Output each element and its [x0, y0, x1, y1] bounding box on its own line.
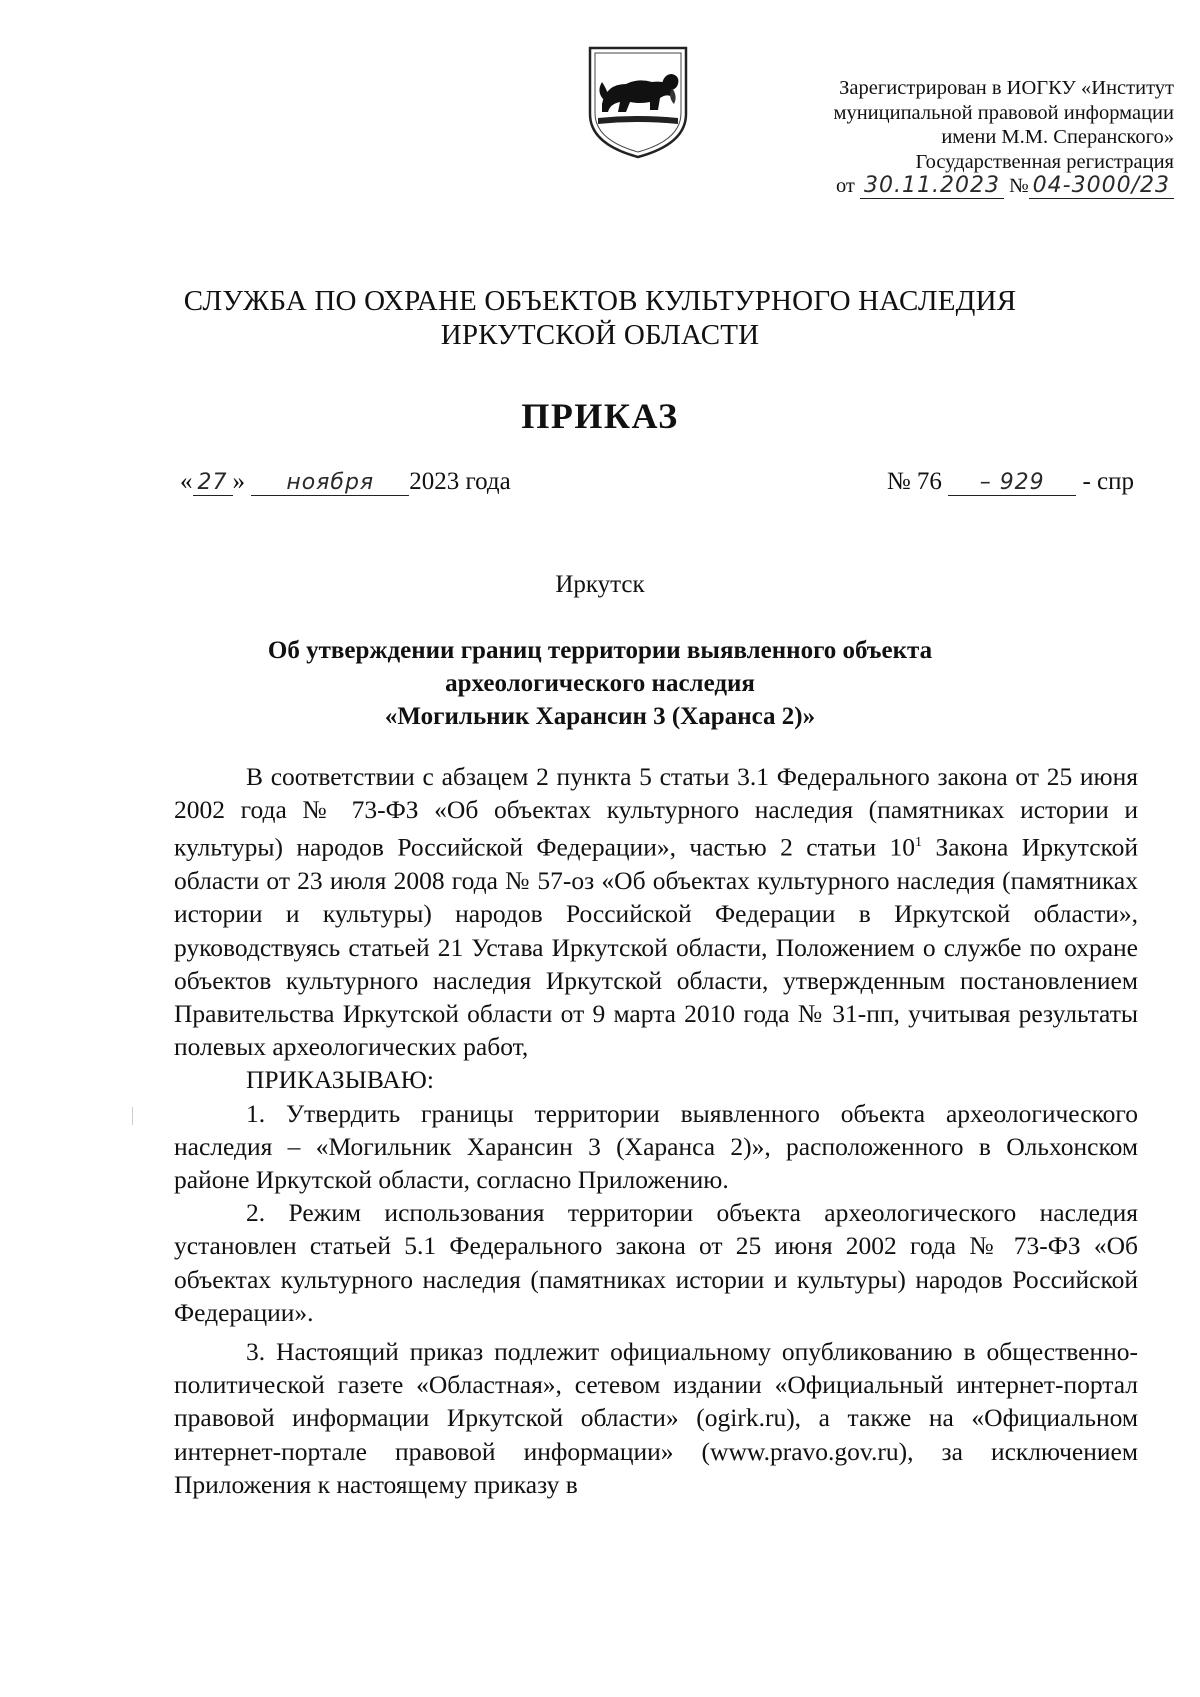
title-line: Об утверждении границ территории выявленного объекта [267, 637, 933, 664]
organization-line: СЛУЖБА ПО ОХРАНЕ ОБЪЕКТОВ КУЛЬТУРНОГО НАСЛЕДИЯ [183, 285, 1017, 317]
organization-line: ИРКУТСКОЙ ОБЛАСТИ [440, 319, 760, 351]
number-prefix: № 76 [886, 468, 942, 495]
registration-line: Зарегистрирован в ИОГКУ «Институт [839, 77, 1174, 99]
registration-line: имени М.М. Сперанского» [941, 126, 1174, 148]
order-title [0, 634, 1200, 733]
quote-open: « [180, 468, 193, 495]
number-label: № [1009, 175, 1029, 197]
item-2: 2. Режим использования территории объекта археологического наследия установлен статьей 5.1 Федерального закона от 25 июня 2002 года № 73-ФЗ «Об объектах культурного наследия (памятниках истории и культуры) народов Российской Федерации». [174, 1198, 1138, 1327]
from-label: от [835, 175, 855, 197]
title-line: «Могильник Харансин 3 (Харанса 2)» [384, 703, 816, 730]
margin-mark [132, 1107, 133, 1125]
year-text: 2023 года [409, 468, 511, 495]
number-value: 929 [999, 470, 1045, 495]
preamble-paragraph [174, 760, 1138, 1063]
order-number [887, 468, 1134, 496]
preamble-text: Закона Иркутской области от 23 июля 2008 года № 57-оз «Об объектах культурного наследия (памятниках истории и культуры) народов Российской Федерации в Иркутской области», руководствуясь статьей 21 Устава Иркутской области, Положением о службе по охране объектов культурного наследия Иркутской области, утвержденным постановлением Правительства Иркутской области от 9 марта 2010 года № 31-пп, учитывая результаты полевых археологических работ, [174, 832, 1139, 1062]
preamble-text: В соответствии с абзацем 2 пункта 5 статьи 3.1 Федерального закона от 25 июня 2002 года № 73-ФЗ «Об объектах культурного наследия (памятниках истории и культуры) народов Российской Федерации», частью 2 статьи 10 [174, 762, 1138, 862]
registration-line: Государственная регистрация [915, 150, 1174, 173]
order-date [180, 468, 511, 496]
document-type-heading: ПРИКАЗ [521, 396, 679, 436]
city: Иркутск [555, 571, 645, 598]
superscript: 1 [915, 835, 923, 851]
order-body [174, 760, 1138, 1501]
handwritten-reg-date: 30.11.2023 [860, 173, 1004, 199]
handwritten-month: ноября [251, 470, 409, 496]
irkutsk-coat-of-arms-icon [586, 44, 690, 160]
order-word: ПРИКАЗЫВАЮ: [246, 1065, 434, 1095]
item-1: 1. Утвердить границы территории выявленного объекта археологического наследия – «Могильник Харансин 3 (Харанса 2)», расположенного в Ольхонском районе Иркутской области, согласно Приложению. [174, 1098, 1138, 1194]
registration-date-number [754, 174, 1174, 199]
handwritten-day: 27 [193, 470, 233, 496]
registration-line: муниципальной правовой информации [833, 101, 1174, 124]
registration-block [754, 76, 1174, 199]
handwritten-reg-number: 04-3000/23 [1029, 173, 1174, 199]
number-dash: – [979, 470, 992, 495]
number-suffix: - спр [1082, 468, 1134, 495]
item-3: 3. Настоящий приказ подлежит официальному опубликованию в общественно-политической газете «Областная», сетевом издании «Официальный интернет-портал правовой информации Иркутской области» (ogirk.ru), а также на «Официальном интернет-портале правовой информации» (www.pravo.gov.ru), за исключением Приложения к настоящему приказу в [174, 1336, 1138, 1499]
handwritten-number [948, 470, 1076, 496]
organization-name [0, 284, 1200, 352]
title-line: археологического наследия [445, 670, 755, 697]
quote-close: » [232, 468, 245, 495]
